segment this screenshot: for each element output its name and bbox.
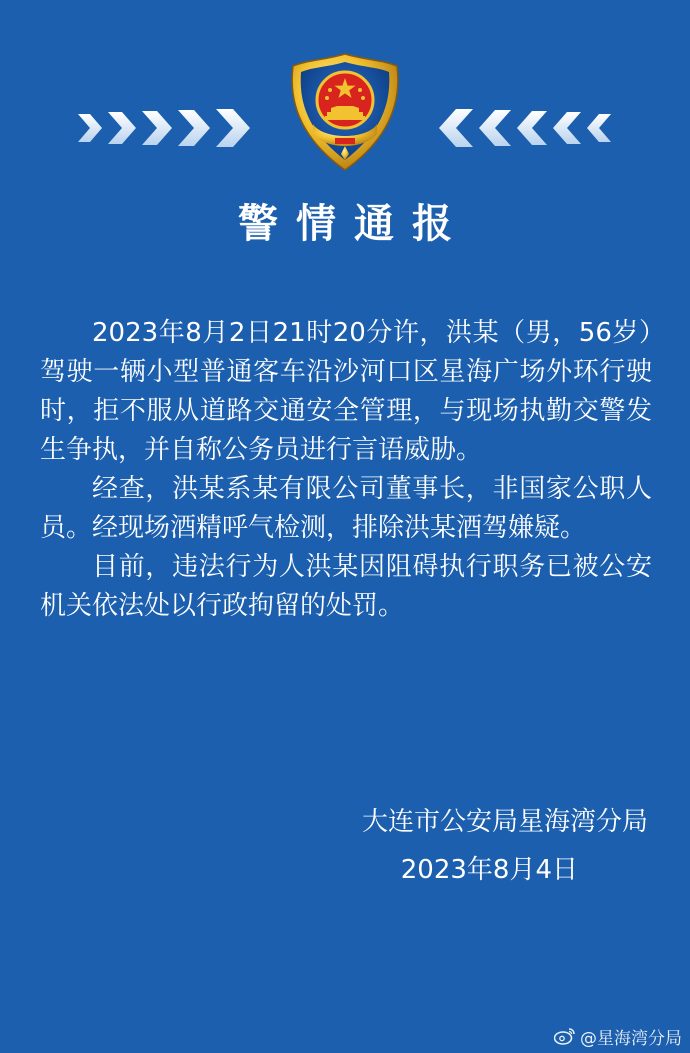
notice-title: 警情通报 <box>238 201 470 247</box>
paragraph: 目前，违法行为人洪某因阻碍执行职务已被公安机关依法处以行政拘留的处罚。 <box>40 552 652 621</box>
paragraph: 2023年8月2日21时20分许，洪某（男，56岁）驾驶一辆小型普通客车沿沙河口区星海广场外环行驶时，拒不服从道路交通安全管理，与现场执勤交警发生争执，并自称公务员进行言语威胁。 <box>40 318 652 465</box>
paragraph: 经查，洪某系某有限公司董事长，非国家公职人员。经现场酒精呼气检测，排除洪某酒驾嫌疑。 <box>40 474 652 543</box>
signature-date: 2023年8月4日 <box>400 855 578 885</box>
watermark-text: @星海湾分局 <box>580 1028 682 1049</box>
emblem-header <box>0 50 690 180</box>
police-emblem-icon <box>283 50 407 174</box>
notice-body <box>40 314 652 626</box>
weibo-icon <box>554 1027 576 1045</box>
chevron-wing-icon <box>76 108 251 148</box>
chevron-wing-icon <box>438 108 613 148</box>
watermark <box>554 1022 682 1050</box>
signature-organization: 大连市公安局星海湾分局 <box>361 807 648 837</box>
